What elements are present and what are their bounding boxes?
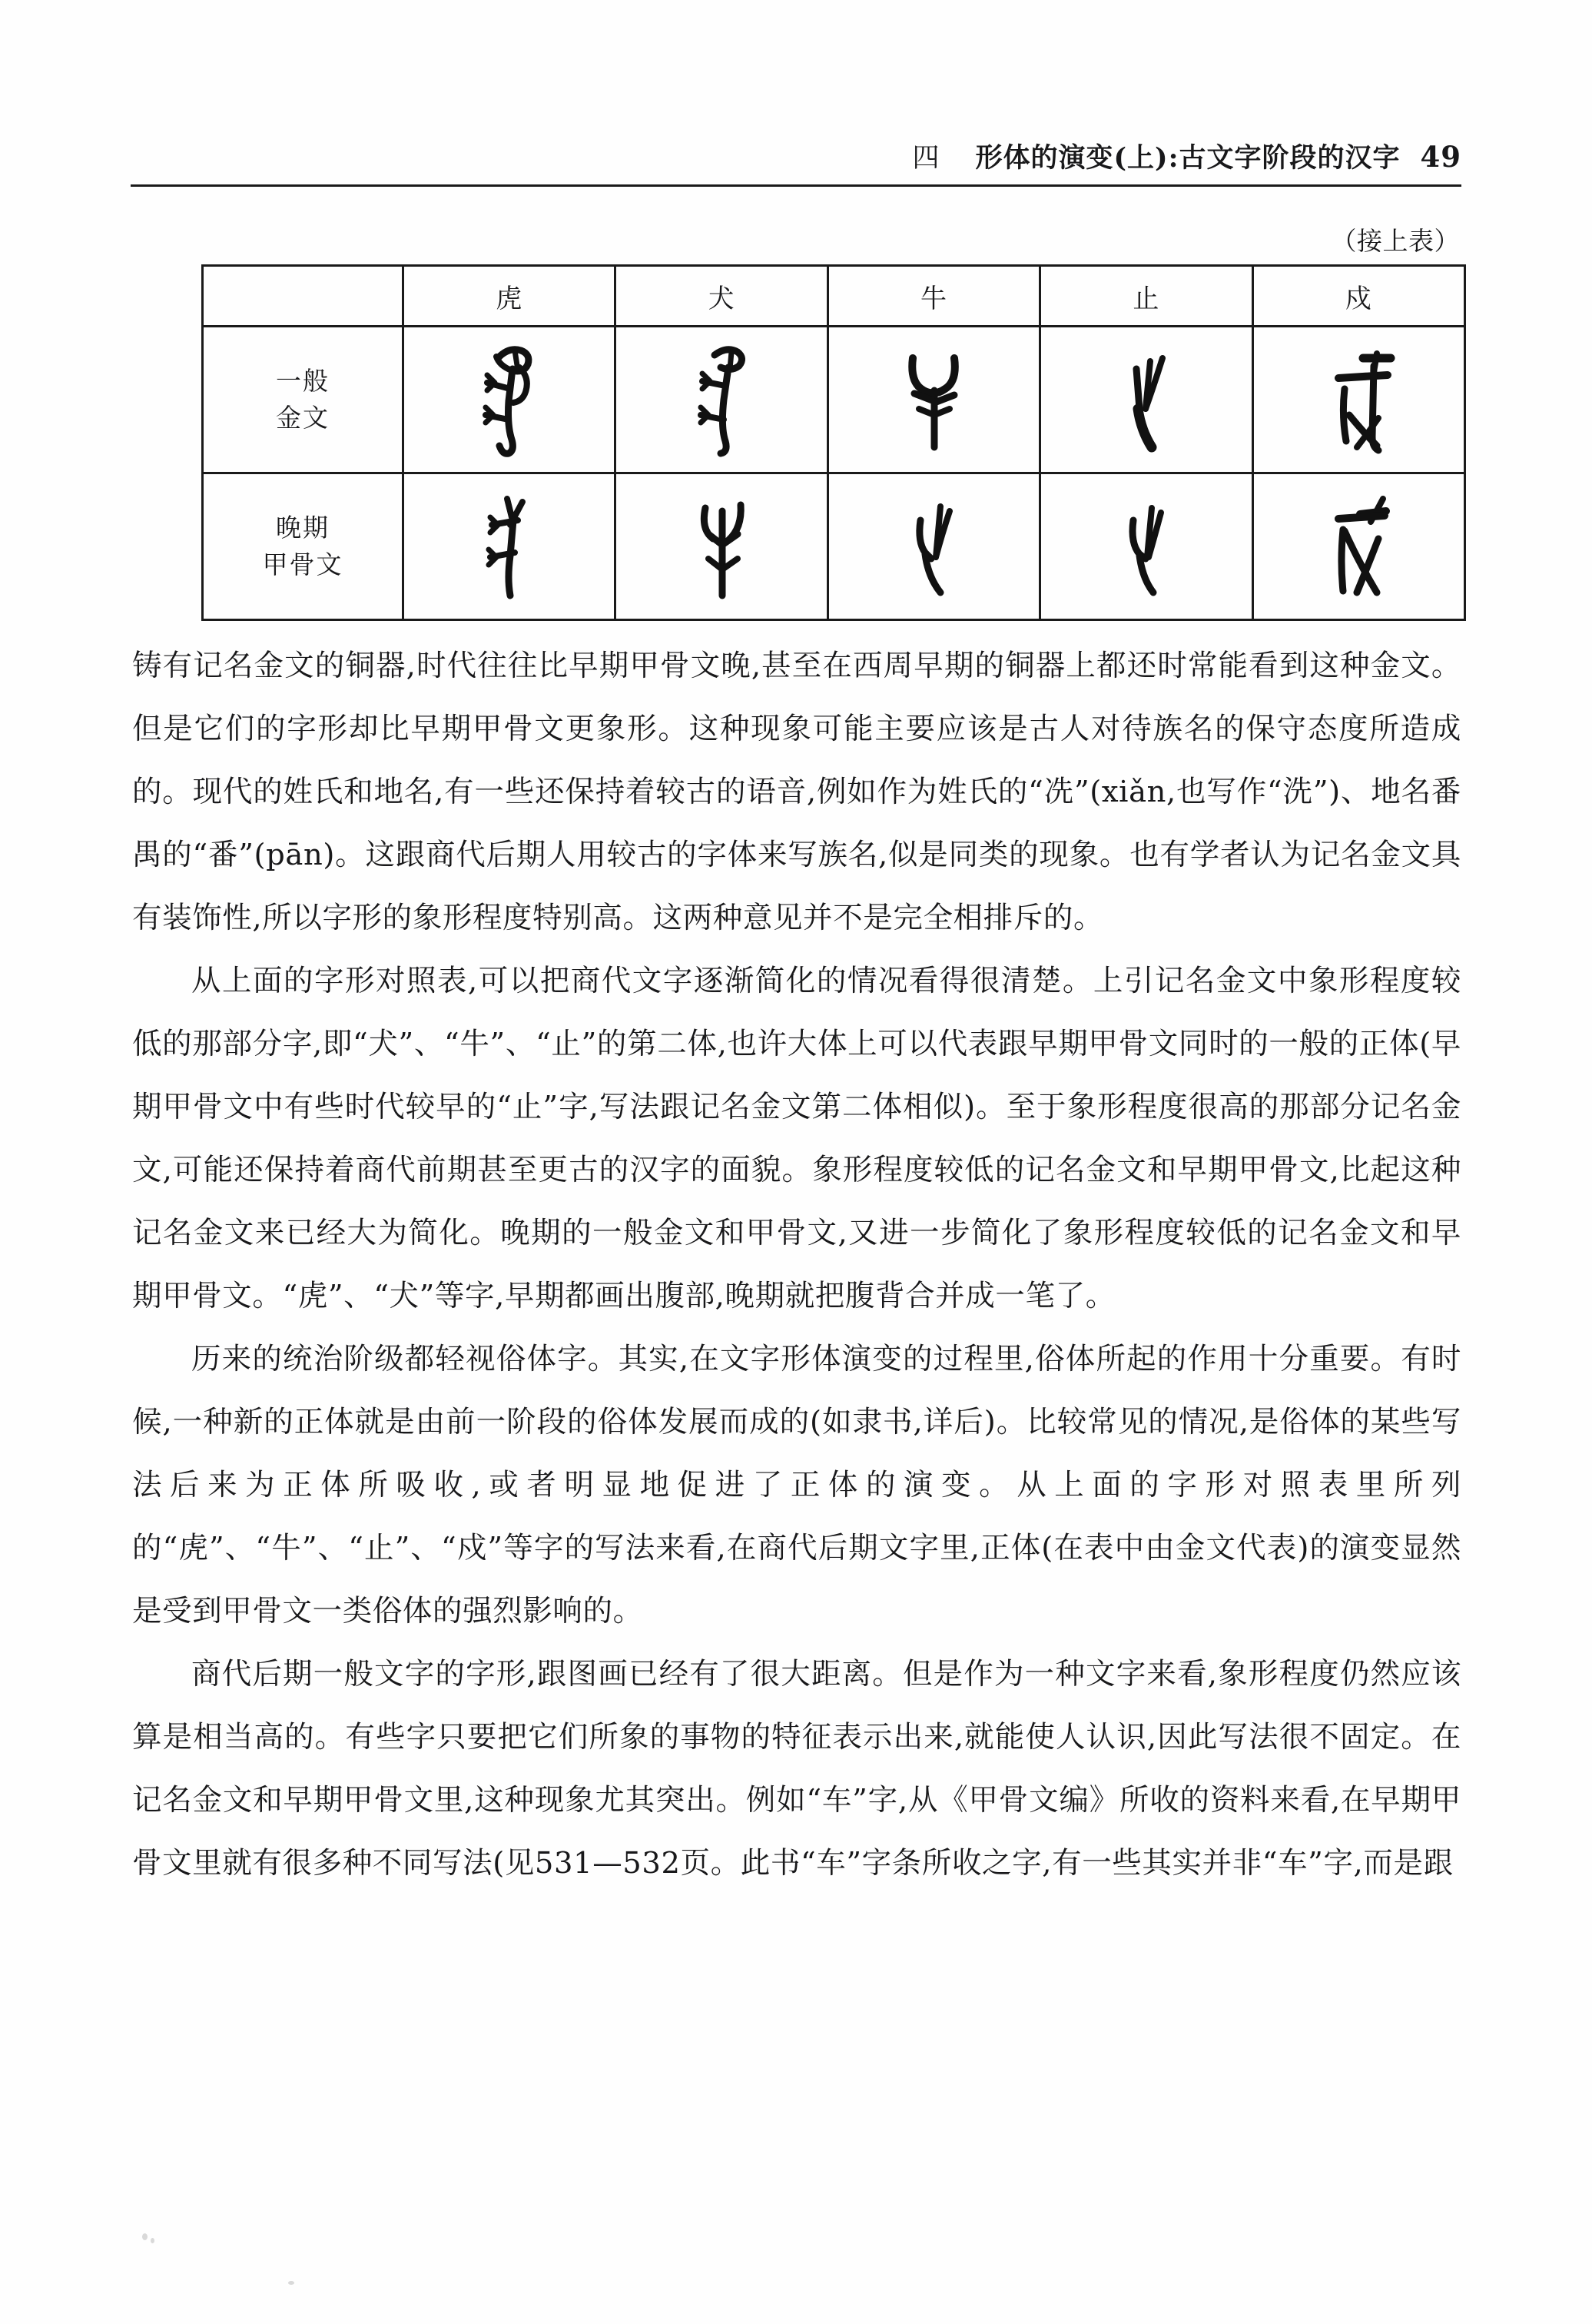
scan-speckle xyxy=(288,2281,294,2285)
table-row xyxy=(203,473,1465,620)
paragraph-1: 铸有记名金文的铜器,时代往往比早期甲骨文晚,甚至在西周早期的铜器上都还时常能看到这种金文。但是它们的字形却比早期甲骨文更象形。这种现象可能主要应该是古人对待族名的保守态度所造成的。现代的姓氏和地名,有一些还保持着较古的语音,例如作为姓氏的“冼”(xiǎn,也写作“洗”)、地名番禺的“番”(pān)。这跟商代后期人用较古的字体来写族名,似是同类的现象。也有学者认为记名金文具有装饰性,所以字形的象形程度特别高。这两种意见并不是完全相排斥的。 xyxy=(132,649,1461,935)
column-header-niu: 牛 xyxy=(828,266,1040,327)
header-rule xyxy=(131,184,1461,187)
scan-speckle xyxy=(151,2238,154,2243)
row-label-line-2: 甲骨文 xyxy=(262,549,343,579)
row-label-general-bronze xyxy=(203,327,403,473)
glyph-cell-zhi-late-oracle xyxy=(1040,473,1252,620)
glyph-cell-hu-late-oracle xyxy=(403,473,615,620)
oracle-glyph-hu-bronze xyxy=(452,335,567,464)
glyph-cell-shu-bronze xyxy=(1252,327,1464,473)
table-continued-note: （接上表） xyxy=(1331,226,1460,256)
glyph-cell-shu-late-oracle xyxy=(1252,473,1464,620)
glyph-cell-quan-late-oracle xyxy=(615,473,828,620)
chapter-number: 四 xyxy=(912,143,940,174)
glyph-cell-zhi-bronze xyxy=(1040,327,1252,473)
oracle-glyph-shu-bronze xyxy=(1297,335,1420,464)
column-header-shu: 戍 xyxy=(1252,266,1464,327)
glyph-comparison-table xyxy=(201,264,1466,621)
glyph-cell-hu-bronze xyxy=(403,327,615,473)
oracle-glyph-quan-late-oracle xyxy=(664,485,779,608)
scan-speckle xyxy=(142,2233,148,2240)
column-header-quan: 犬 xyxy=(615,266,828,327)
row-label-late-oracle xyxy=(203,473,403,620)
oracle-glyph-zhi-bronze xyxy=(1089,335,1204,464)
glyph-cell-niu-bronze xyxy=(828,327,1040,473)
glyph-cell-quan-bronze xyxy=(615,327,828,473)
oracle-glyph-zhi-late-oracle xyxy=(1089,485,1204,608)
row-label-line-2: 金文 xyxy=(276,403,330,433)
table-corner-cell xyxy=(203,266,403,327)
oracle-glyph-hu-late-oracle xyxy=(452,485,567,608)
row-label-line-1: 一般 xyxy=(276,366,330,397)
paragraph-4: 商代后期一般文字的字形,跟图画已经有了很大距离。但是作为一种文字来看,象形程度仍然应该算是相当高的。有些字只要把它们所象的事物的特征表示出来,就能使人认识,因此写法很不固定。在记名金文和早期甲骨文里,这种现象尤其突出。例如“车”字,从《甲骨文编》所收的资料来看,在早期甲骨文里就有很多种不同写法(见531—532页。此书“车”字条所收之字,有一些其实并非“车”字,而是跟 xyxy=(132,1657,1461,1881)
row-label-line-1: 晚期 xyxy=(276,513,330,543)
running-head-title: 形体的演变(上):古文字阶段的汉字 xyxy=(975,142,1401,174)
paragraph-3: 历来的统治阶级都轻视俗体字。其实,在文字形体演变的过程里,俗体所起的作用十分重要。有时候,一种新的正体就是由前一阶段的俗体发展而成的(如隶书,详后)。比较常见的情况,是俗体的某些写法后来为正体所吸收,或者明显地促进了正体的演变。从上面的字形对照表里所列的“虎”、“牛”、“止”、“戍”等字的写法来看,在商代后期文字里,正体(在表中由金文代表)的演变显然是受到甲骨文一类俗体的强烈影响的。 xyxy=(132,1342,1461,1628)
oracle-glyph-quan-bronze xyxy=(664,335,779,464)
oracle-glyph-niu-bronze xyxy=(876,335,991,464)
running-head xyxy=(131,137,1461,175)
table-header-row xyxy=(203,266,1465,327)
column-header-hu: 虎 xyxy=(403,266,615,327)
page-number: 49 xyxy=(1420,140,1461,174)
body-text xyxy=(132,635,1461,1895)
glyph-cell-niu-late-oracle xyxy=(828,473,1040,620)
oracle-glyph-niu-late-oracle xyxy=(876,485,991,608)
oracle-glyph-shu-late-oracle xyxy=(1297,485,1420,608)
table-row xyxy=(203,327,1465,473)
column-header-zhi: 止 xyxy=(1040,266,1252,327)
paragraph-2: 从上面的字形对照表,可以把商代文字逐渐简化的情况看得很清楚。上引记名金文中象形程度较低的那部分字,即“犬”、“牛”、“止”的第二体,也许大体上可以代表跟早期甲骨文同时的一般的正体(早期甲骨文中有些时代较早的“止”字,写法跟记名金文第二体相似)。至于象形程度很高的那部分记名金文,可能还保持着商代前期甚至更古的汉字的面貌。象形程度较低的记名金文和早期甲骨文,比起这种记名金文来已经大为简化。晚期的一般金文和甲骨文,又进一步简化了象形程度较低的记名金文和早期甲骨文。“虎”、“犬”等字,早期都画出腹部,晚期就把腹背合并成一笔了。 xyxy=(132,964,1461,1313)
